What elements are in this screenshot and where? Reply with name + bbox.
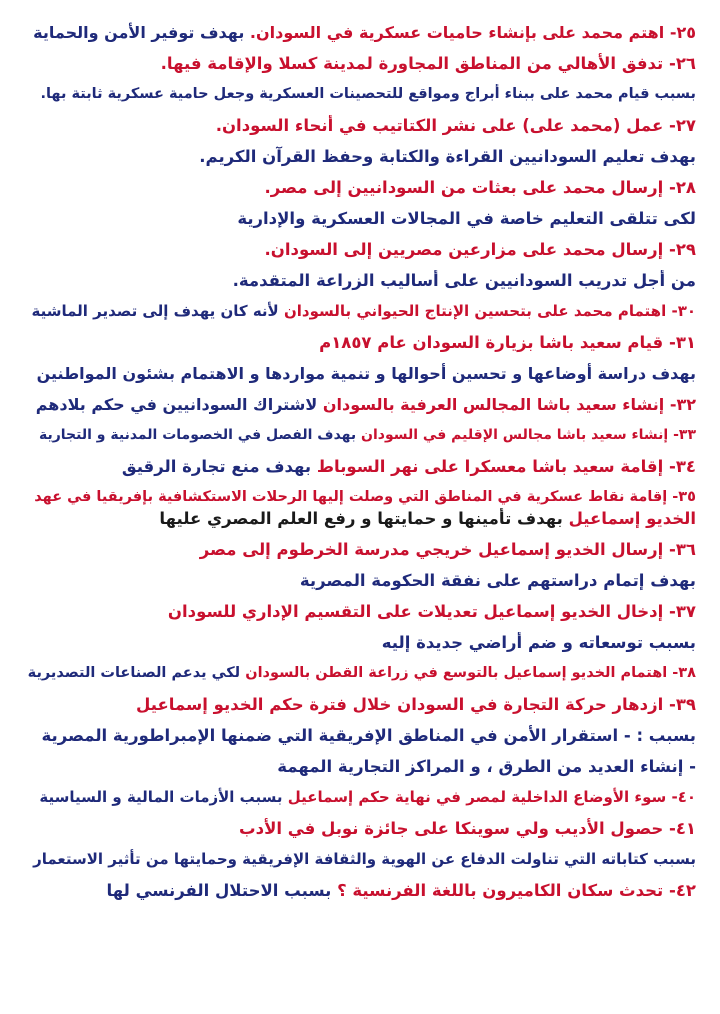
question-text: ٢٥- اهتم محمد على بإنشاء حاميات عسكرية في السودان.	[249, 23, 696, 42]
line-25	[24, 756, 696, 777]
line-10	[24, 301, 696, 322]
question-text: ٢٩- إرسال محمد على مزارعين مصريين إلى السودان.	[264, 240, 696, 259]
answer-text: بهدف تأمينها و حمايتها و رفع العلم المصري عليها	[159, 509, 569, 528]
question-text: ٣٠- اهتمام محمد على بتحسين الإنتاج الحيواني بالسودان	[283, 302, 696, 320]
answer-text: لأنه كان يهدف إلى تصدير الماشية	[31, 302, 284, 320]
question-text: ٣٣- إنشاء سعيد باشا مجالس الإقليم في السودان	[361, 427, 696, 443]
line-2	[24, 53, 696, 74]
line-9	[24, 270, 696, 291]
question-text: ٤٢- تحدث سكان الكاميرون باللغة الفرنسية ؟	[337, 881, 696, 900]
question-text: الخديو إسماعيل	[568, 509, 696, 528]
line-21	[24, 632, 696, 653]
question-text: ٢٨- إرسال محمد على بعثات من السودانيين إلى مصر.	[264, 178, 696, 197]
question-text: ٤٠- سوء الأوضاع الداخلية لمصر في نهاية حكم إسماعيل	[287, 788, 696, 806]
line-28	[24, 849, 696, 870]
line-3	[24, 84, 696, 105]
line-19	[24, 570, 696, 591]
line-15	[24, 456, 696, 477]
line-1	[24, 22, 696, 43]
line-4	[24, 115, 696, 136]
answer-text: بهدف الفصل في الخصومات المدنية و التجارية	[38, 427, 362, 443]
answer-text: بسبب الأزمات المالية و السياسية	[39, 788, 288, 806]
line-23	[24, 694, 696, 715]
question-text: ٣١- قيام سعيد باشا بزيارة السودان عام ١٨٥٧م	[319, 333, 696, 352]
line-6	[24, 177, 696, 198]
answer-text: بهدف توفير الأمن والحماية	[33, 23, 250, 42]
line-27	[24, 818, 696, 839]
answer-text: بسبب الاحتلال الفرنسي لها	[106, 881, 338, 900]
line-5	[24, 146, 696, 167]
question-text: ٢٦- تدفق الأهالي من المناطق المجاورة لمدينة كسلا والإقامة فيها.	[160, 54, 696, 73]
question-text: ٣٧- إدخال الخديو إسماعيل تعديلات على التقسيم الإداري للسودان	[167, 602, 696, 621]
line-24	[24, 725, 696, 746]
line-16	[24, 487, 696, 508]
answer-text: بهدف تعليم السودانيين القراءة والكتابة وحفظ القرآن الكريم.	[199, 147, 696, 166]
answer-text: بهدف إتمام دراستهم على نفقة الحكومة المصرية	[299, 571, 696, 590]
answer-text: بسبب : - استقرار الأمن في المناطق الإفريقية التي ضمنها الإمبراطورية المصرية	[41, 726, 696, 745]
line-8	[24, 239, 696, 260]
answer-text: لكى تتلقى التعليم خاصة في المجالات العسكرية والإدارية	[237, 209, 696, 228]
answer-text: بسبب كتاباته التي تناولت الدفاع عن الهوية والثقافة الإفريقية وحمايتها من تأثير الاستعمار	[33, 850, 696, 868]
line-7	[24, 208, 696, 229]
answer-text: لاشتراك السودانيين في حكم بلادهم	[35, 395, 323, 414]
question-text: ٤١- حصول الأديب ولي سوينكا على جائزة نوبل في الأدب	[239, 819, 696, 838]
line-29	[24, 880, 696, 901]
question-text: ٣٩- ازدهار حركة التجارة في السودان خلال فترة حكم الخديو إسماعيل	[136, 695, 696, 714]
answer-text: بسبب قيام محمد على ببناء أبراج ومواقع للتحصينات العسكرية وجعل حامية عسكرية ثابتة بها.	[40, 86, 696, 102]
answer-text: بهدف دراسة أوضاعها و تحسين أحوالها و تنمية مواردها و الاهتمام بشئون المواطنين	[36, 364, 696, 383]
line-17	[24, 508, 696, 529]
question-text: ٣٥- إقامة نقاط عسكرية في المناطق التي وصلت إليها الرحلات الاستكشافية بإفريقيا في عهد	[34, 489, 696, 505]
question-text: ٣٢- إنشاء سعيد باشا المجالس العرفية بالسودان	[322, 395, 696, 414]
line-26	[24, 787, 696, 808]
question-text: ٢٧- عمل (محمد على) على نشر الكتاتيب في أنحاء السودان.	[215, 116, 696, 135]
answer-text: بهدف منع تجارة الرقيق	[121, 457, 317, 476]
question-text: ٣٦- إرسال الخديو إسماعيل خريجي مدرسة الخرطوم إلى مصر	[199, 540, 696, 559]
answer-text: - إنشاء العديد من الطرق ، و المراكز التجارية المهمة	[277, 757, 696, 776]
question-text: ٣٤- إقامة سعيد باشا معسكرا على نهر السوباط	[316, 457, 696, 476]
question-text: ٣٨- اهتمام الخديو إسماعيل بالتوسع في زراعة القطن بالسودان	[245, 665, 696, 681]
line-20	[24, 601, 696, 622]
line-14	[24, 425, 696, 446]
line-22	[24, 663, 696, 684]
line-18	[24, 539, 696, 560]
line-13	[24, 394, 696, 415]
answer-text: بسبب توسعاته و ضم أراضي جديدة إليه	[381, 633, 696, 652]
line-11	[24, 332, 696, 353]
line-12	[24, 363, 696, 384]
answer-text: لكي يدعم الصناعات التصديرية	[27, 665, 246, 681]
answer-text: من أجل تدريب السودانيين على أساليب الزراعة المتقدمة.	[232, 271, 696, 290]
